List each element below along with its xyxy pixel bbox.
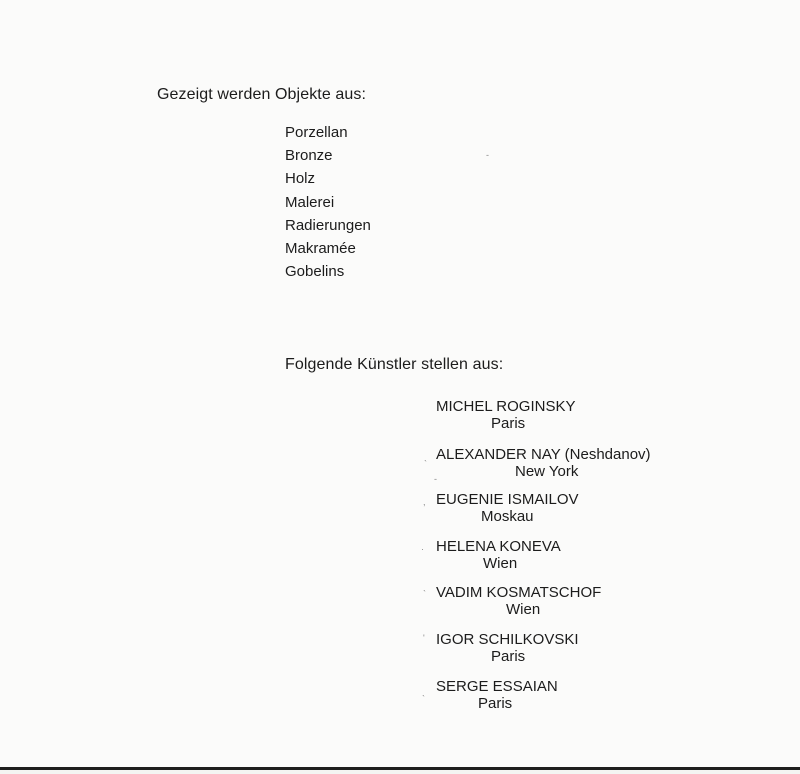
artists-heading: Folgende Künstler stellen aus: <box>285 356 504 373</box>
artist-entry <box>436 538 736 572</box>
speck-mark: ` <box>422 694 425 704</box>
material-item: Holz <box>285 170 316 188</box>
artist-name: HELENA KONEVA <box>436 538 561 555</box>
artist-name: EUGENIE ISMAILOV <box>436 491 579 508</box>
speck-mark: - <box>486 150 489 160</box>
material-item: Malerei <box>285 193 335 211</box>
speck-mark: ' <box>423 633 425 643</box>
artist-name: MICHEL ROGINSKY <box>436 398 576 415</box>
artist-entry <box>436 678 736 712</box>
artist-city: New York <box>515 463 579 480</box>
artist-entry <box>436 584 736 618</box>
artist-city: Wien <box>506 601 541 618</box>
bottom-margin <box>0 770 800 774</box>
material-item: Bronze <box>285 147 333 165</box>
artist-entry <box>436 398 736 432</box>
speck-mark: - <box>434 474 437 484</box>
artist-city: Wien <box>483 555 518 572</box>
material-item: Gobelins <box>285 263 345 281</box>
speck-mark: ` <box>424 459 427 469</box>
artist-entry <box>436 631 736 665</box>
speck-mark: · <box>421 544 424 554</box>
speck-mark: ` <box>423 589 426 599</box>
material-item: Makramée <box>285 239 356 257</box>
artist-entry <box>436 446 736 480</box>
artist-name: SERGE ESSAIAN <box>436 678 558 695</box>
artist-name: ALEXANDER NAY (Neshdanov) <box>436 446 651 463</box>
objects-heading: Gezeigt werden Objekte aus: <box>157 86 367 103</box>
speck-mark: , <box>423 497 426 507</box>
artist-entry <box>436 491 736 525</box>
material-item: Radierungen <box>285 216 371 234</box>
artist-city: Paris <box>478 695 513 712</box>
artist-city: Moskau <box>481 508 534 525</box>
artist-city: Paris <box>491 648 526 665</box>
material-item: Porzellan <box>285 124 348 141</box>
artist-name: VADIM KOSMATSCHOF <box>436 584 602 601</box>
artist-name: IGOR SCHILKOVSKI <box>436 631 579 648</box>
artist-city: Paris <box>491 415 526 432</box>
